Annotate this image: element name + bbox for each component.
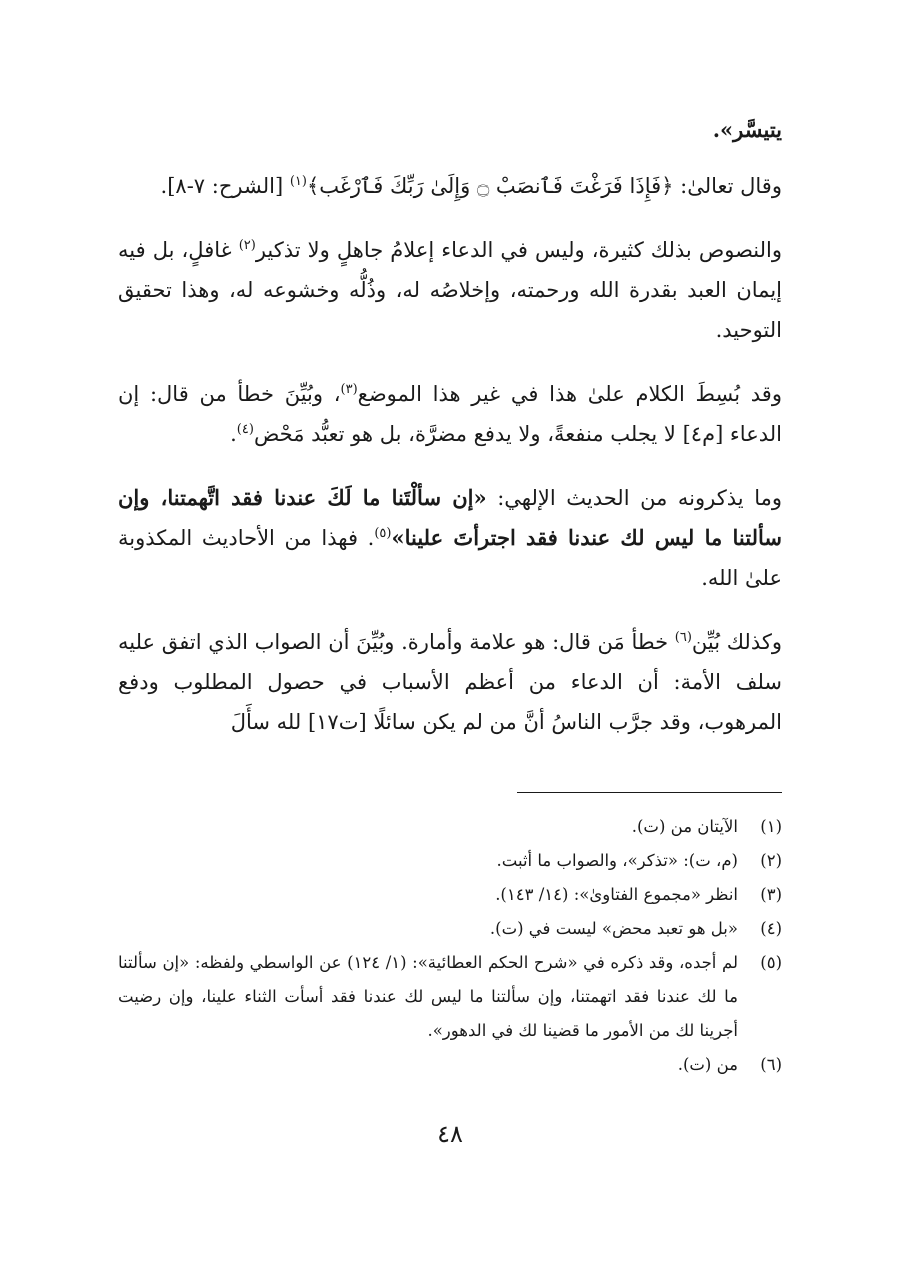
paragraph-text: .	[230, 422, 237, 446]
paragraph-texts	[118, 230, 782, 350]
footnote-number: (٦)	[760, 1055, 782, 1074]
paragraph-text: . فهذا من الأحاديث المكذوبة علىٰ الله.	[118, 526, 782, 590]
footnote	[118, 1048, 782, 1082]
footnote-number: (٤)	[760, 919, 782, 938]
paragraph-continuation	[118, 110, 782, 150]
paragraph-text: وكذلك بُيِّن	[691, 630, 782, 654]
paragraph-text: غافلٍ، بل فيه إيمان العبد بقدرة الله ورحمته، وإخلاصُه له، وذُلُّه وخشوعه له، وهذا تحقيق التوحيد.	[118, 238, 782, 342]
footnote-ref-4: (٤)	[236, 422, 254, 437]
footnote-ref-1: (١)	[289, 174, 307, 189]
footnote-number: (٢)	[760, 851, 782, 870]
footnote-divider	[517, 792, 782, 793]
footnote	[118, 810, 782, 844]
verse-text: وقال تعالىٰ: ﴿فَإِذَا فَرَغْتَ فَٱنصَبْ ۝ وَإِلَىٰ رَبِّكَ فَٱرْغَب﴾	[306, 174, 782, 198]
paragraph-hadith	[118, 478, 782, 598]
paragraph-quran-verse	[118, 166, 782, 206]
footnote	[118, 946, 782, 1048]
footnote-text: انظر «مجموع الفتاوىٰ»: (١٤/ ١٤٣).	[495, 885, 738, 904]
paragraph-text: ، وبُيِّنَ خطأ من قال: إن الدعاء [م٤] لا يجلب منفعةً، ولا يدفع مضرَّة، بل هو تعبُّد مَحْض	[118, 382, 782, 446]
footnote	[118, 878, 782, 912]
footnote-number: (١)	[760, 817, 782, 836]
footnote-text: «بل هو تعبد محض» ليست في (ت).	[489, 919, 738, 938]
paragraph-text: والنصوص بذلك كثيرة، وليس في الدعاء إعلامُ جاهلٍ ولا تذكير	[255, 238, 782, 262]
footnote-ref-2: (٢)	[238, 238, 256, 253]
paragraph-text: وقد بُسِطَ الكلام علىٰ هذا في غير هذا الموضع	[357, 382, 782, 406]
footnote-text: من (ت).	[677, 1055, 738, 1074]
footnote	[118, 912, 782, 946]
main-text	[118, 110, 782, 766]
paragraph-text: خطأ مَن قال: هو علامة وأمارة. وبُيِّنَ أن الصواب الذي اتفق عليه سلف الأمة: أن الدعاء من أعظم الأسباب في حصول المطلوب ودفع المرهوب، وقد جرَّب الناسُ أنَّ من لم يكن سائلًا [ت١٧] لله سأَلَ	[118, 630, 782, 734]
footnotes	[118, 810, 782, 1082]
footnote-text: الآيتان من (ت).	[631, 817, 738, 836]
footnote-number: (٣)	[760, 885, 782, 904]
footnote-ref-6: (٦)	[674, 630, 692, 645]
paragraph-elaboration	[118, 374, 782, 454]
footnote-number: (٥)	[760, 953, 782, 972]
continuation-text: يتيسَّر».	[712, 117, 782, 142]
footnote-ref-3: (٣)	[340, 382, 358, 397]
hadith-quote: «إن سألْتَنا ما لَكَ عندنا فقد اتَّهمتنا، وإن سألتنا ما ليس لك عندنا فقد اجترأتَ علينا»	[118, 485, 782, 550]
footnote-ref-5: (٥)	[374, 526, 392, 541]
footnote-text: (م، ت): «تذكر»، والصواب ما أثبت.	[496, 851, 738, 870]
paragraph-text: وما يذكرونه من الحديث الإلهي:	[486, 486, 782, 510]
footnote-text: لم أجده، وقد ذكره في «شرح الحكم العطائية»: (١/ ١٢٤) عن الواسطي ولفظه: «إن سألتنا ما لك عندنا فقد اتهمتنا، وإن سألتنا ما ليس لك عندنا فقد أسأت الثناء علينا، وإن رضيت أجرينا لك من الأمور ما قضينا لك في الدهور».	[118, 953, 738, 1040]
page-number: ٤٨	[437, 1120, 463, 1148]
paragraph-conclusion	[118, 622, 782, 742]
footnote	[118, 844, 782, 878]
verse-reference: [الشرح: ٧-٨].	[160, 174, 290, 198]
